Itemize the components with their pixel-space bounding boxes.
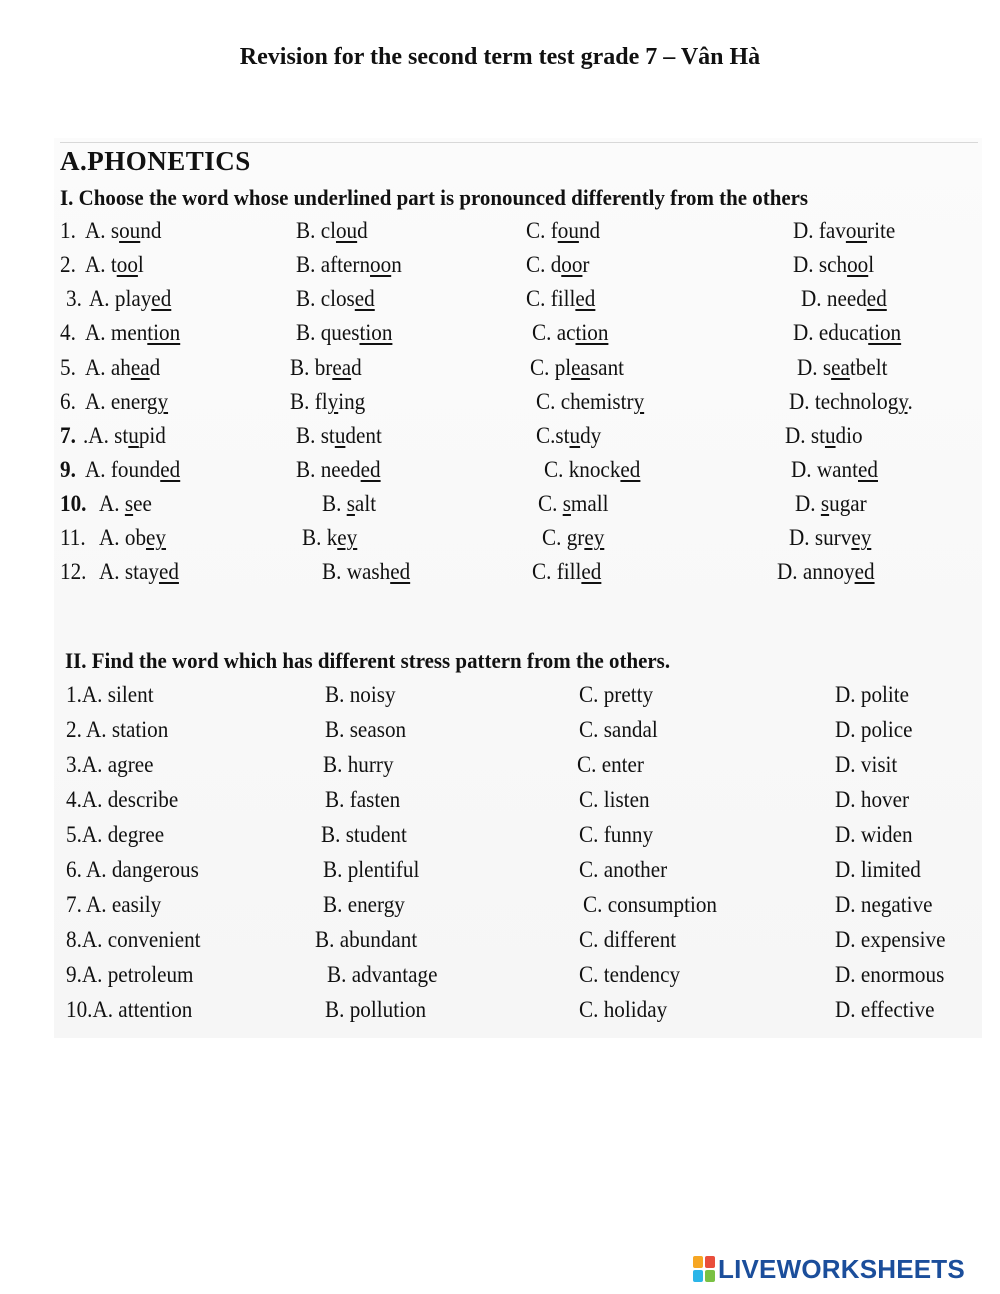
option-text: dio bbox=[835, 423, 863, 448]
option-b[interactable]: B. noisy bbox=[325, 682, 396, 707]
question-number: 11. bbox=[60, 525, 86, 550]
option-text: dy bbox=[580, 423, 602, 448]
option-text: A. stay bbox=[99, 559, 159, 584]
underlined-part: s bbox=[562, 491, 571, 516]
option-a[interactable] bbox=[83, 423, 166, 449]
question-number: 7. bbox=[60, 423, 76, 448]
option-a[interactable]: 2. A. station bbox=[66, 717, 169, 742]
question-number: 10. bbox=[60, 491, 87, 516]
option-b[interactable]: B. advantage bbox=[327, 962, 438, 987]
task2-row bbox=[0, 927, 1000, 961]
option-a[interactable] bbox=[85, 457, 180, 483]
underlined-part: ey bbox=[337, 525, 358, 550]
option-text: B. k bbox=[302, 525, 338, 550]
option-b[interactable] bbox=[296, 320, 392, 346]
option-a[interactable]: 3.A. agree bbox=[66, 752, 154, 777]
option-text: A. men bbox=[85, 320, 148, 345]
option-c[interactable] bbox=[542, 525, 604, 551]
option-b[interactable] bbox=[296, 218, 368, 244]
task2-row bbox=[0, 892, 1000, 926]
option-c[interactable] bbox=[526, 286, 595, 312]
task1-row bbox=[0, 389, 1000, 423]
option-c[interactable] bbox=[536, 389, 644, 415]
question-number: 1. bbox=[60, 218, 76, 243]
option-text: d bbox=[149, 355, 161, 380]
option-c[interactable]: C. different bbox=[579, 927, 677, 952]
option-b[interactable]: B. abundant bbox=[315, 927, 418, 952]
option-c[interactable]: C. enter bbox=[577, 752, 644, 777]
option-c[interactable] bbox=[532, 320, 608, 346]
option-text: ing bbox=[338, 389, 366, 414]
question-number: 5. bbox=[60, 355, 76, 380]
option-b[interactable]: B. plentiful bbox=[323, 857, 420, 882]
underlined-part: ed bbox=[390, 559, 411, 584]
option-c[interactable] bbox=[538, 491, 609, 517]
option-text: B. br bbox=[290, 355, 333, 380]
underlined-part: ey bbox=[146, 525, 167, 550]
underlined-part: ed bbox=[581, 559, 602, 584]
option-a[interactable] bbox=[99, 559, 179, 585]
underlined-part: tion bbox=[359, 320, 393, 345]
option-d[interactable]: D. widen bbox=[835, 822, 913, 847]
option-b[interactable] bbox=[322, 559, 410, 585]
underlined-part: tion bbox=[147, 320, 181, 345]
task2-row bbox=[0, 962, 1000, 996]
option-a[interactable] bbox=[85, 252, 144, 278]
underlined-part: u bbox=[334, 423, 346, 448]
option-c[interactable]: C. sandal bbox=[579, 717, 658, 742]
option-text: pid bbox=[138, 423, 166, 448]
underlined-part: y bbox=[327, 389, 339, 414]
underlined-part: oo bbox=[847, 252, 869, 277]
underlined-part: ed bbox=[620, 457, 641, 482]
task2-heading: II. Find the word which has different stress pattern from the others. bbox=[65, 648, 671, 673]
task2-row bbox=[0, 787, 1000, 821]
underlined-part: ea bbox=[332, 355, 352, 380]
option-text: B. cl bbox=[296, 218, 336, 243]
option-text: C. ac bbox=[532, 320, 576, 345]
task1-row bbox=[0, 252, 1000, 286]
task1-row bbox=[0, 525, 1000, 559]
task1-row bbox=[0, 320, 1000, 354]
option-text: A. energ bbox=[85, 389, 158, 414]
option-text: C. gr bbox=[542, 525, 585, 550]
underlined-part: ea bbox=[571, 355, 590, 380]
option-a[interactable] bbox=[99, 525, 166, 551]
option-text: n bbox=[391, 252, 402, 277]
option-b[interactable]: B. hurry bbox=[323, 752, 394, 777]
option-text: C. pl bbox=[530, 355, 572, 380]
option-text: d bbox=[351, 355, 362, 380]
task2-row bbox=[0, 822, 1000, 856]
option-a[interactable] bbox=[85, 218, 161, 244]
option-b[interactable] bbox=[322, 491, 376, 517]
option-text: sant bbox=[589, 355, 625, 380]
option-a[interactable]: 4.A. describe bbox=[66, 787, 179, 812]
option-text: C. d bbox=[526, 252, 562, 277]
option-text: rite bbox=[867, 218, 896, 243]
option-d[interactable]: D. enormous bbox=[835, 962, 945, 987]
option-c[interactable] bbox=[536, 423, 601, 449]
underlined-part: ey bbox=[584, 525, 605, 550]
task1-row bbox=[0, 559, 1000, 593]
task1-row bbox=[0, 457, 1000, 491]
option-a[interactable]: 6. A. dangerous bbox=[66, 857, 199, 882]
option-text: C.st bbox=[536, 423, 570, 448]
option-text: D. bbox=[795, 491, 821, 516]
task1-row bbox=[0, 286, 1000, 320]
option-text: A. bbox=[99, 491, 125, 516]
underlined-part: ed bbox=[854, 559, 875, 584]
task2-row bbox=[0, 752, 1000, 786]
option-text: D. s bbox=[797, 355, 832, 380]
underlined-part: ea bbox=[130, 355, 150, 380]
option-text: B. clos bbox=[296, 286, 355, 311]
option-c[interactable]: C. holiday bbox=[579, 997, 668, 1022]
option-d[interactable] bbox=[801, 286, 887, 312]
task1-row bbox=[0, 218, 1000, 252]
underlined-part: ed bbox=[158, 559, 179, 584]
option-c[interactable] bbox=[526, 252, 589, 278]
option-text: alt bbox=[354, 491, 377, 516]
underlined-part: oo bbox=[370, 252, 392, 277]
task2-row bbox=[0, 717, 1000, 751]
option-text: A. s bbox=[85, 218, 120, 243]
option-text: D. annoy bbox=[777, 559, 855, 584]
option-a[interactable]: 5.A. degree bbox=[66, 822, 165, 847]
question-number: 4. bbox=[60, 320, 76, 345]
option-a[interactable] bbox=[89, 286, 171, 312]
option-b[interactable] bbox=[296, 423, 382, 449]
underlined-part: ou bbox=[845, 218, 868, 243]
option-text: D. want bbox=[791, 457, 859, 482]
underlined-part: y bbox=[898, 389, 908, 414]
question-number: 6. bbox=[60, 389, 76, 414]
underlined-part: ou bbox=[557, 218, 579, 243]
option-d[interactable]: D. polite bbox=[835, 682, 910, 707]
option-text: l bbox=[868, 252, 875, 277]
option-c[interactable]: C. another bbox=[579, 857, 668, 882]
question-number: 2. bbox=[60, 252, 76, 277]
underlined-part: ed bbox=[575, 286, 596, 311]
option-text: ugar bbox=[829, 491, 867, 516]
task2-row bbox=[0, 997, 1000, 1031]
option-c[interactable]: C. funny bbox=[579, 822, 654, 847]
option-text: ee bbox=[133, 491, 152, 516]
underlined-part: oo bbox=[561, 252, 583, 277]
option-text: A. play bbox=[89, 286, 152, 311]
option-text: .A. st bbox=[83, 423, 129, 448]
option-c[interactable] bbox=[530, 355, 624, 381]
option-b[interactable]: B. pollution bbox=[325, 997, 427, 1022]
underlined-part: tion bbox=[868, 320, 902, 345]
option-text: d bbox=[357, 218, 368, 243]
option-c[interactable]: C. pretty bbox=[579, 682, 654, 707]
option-b[interactable] bbox=[302, 525, 357, 551]
question-number: 12. bbox=[60, 559, 87, 584]
underlined-part: ey bbox=[851, 525, 872, 550]
task2-row bbox=[0, 857, 1000, 891]
option-text: A. ob bbox=[99, 525, 147, 550]
option-a[interactable]: 9.A. petroleum bbox=[66, 962, 194, 987]
option-text: C. knock bbox=[544, 457, 621, 482]
underlined-part: ou bbox=[119, 218, 141, 243]
option-text: A. ah bbox=[85, 355, 131, 380]
option-d[interactable] bbox=[789, 525, 871, 551]
option-d[interactable] bbox=[791, 457, 878, 483]
underlined-part: ea bbox=[831, 355, 850, 380]
option-a[interactable] bbox=[85, 355, 160, 381]
option-d[interactable] bbox=[795, 491, 867, 517]
option-d[interactable]: D. limited bbox=[835, 857, 921, 882]
section-title: A.PHONETICS bbox=[60, 146, 251, 176]
option-b[interactable] bbox=[296, 457, 381, 483]
task1-row bbox=[0, 423, 1000, 457]
option-a[interactable]: 7. A. easily bbox=[66, 892, 162, 917]
option-c[interactable]: C. tendency bbox=[579, 962, 681, 987]
option-text: C. f bbox=[526, 218, 558, 243]
underlined-part: ed bbox=[354, 286, 375, 311]
task1-row bbox=[0, 491, 1000, 525]
option-text: C. chemistr bbox=[536, 389, 634, 414]
underlined-part: s bbox=[820, 491, 830, 516]
underlined-part: tion bbox=[575, 320, 609, 345]
option-a[interactable]: 10.A. attention bbox=[66, 997, 193, 1022]
underlined-part: ed bbox=[866, 286, 887, 311]
option-text: A. t bbox=[85, 252, 117, 277]
option-d[interactable] bbox=[789, 389, 913, 415]
liveworksheets-logo-icon bbox=[693, 1256, 715, 1282]
option-b[interactable]: B. energy bbox=[323, 892, 405, 917]
option-d[interactable] bbox=[797, 355, 888, 381]
page-title: Revision for the second term test grade 7 – Vân Hà bbox=[239, 44, 761, 70]
option-text: nd bbox=[140, 218, 162, 243]
option-d[interactable]: D. hover bbox=[835, 787, 910, 812]
option-text: D. sch bbox=[793, 252, 848, 277]
option-text: D. st bbox=[785, 423, 825, 448]
option-a[interactable] bbox=[85, 389, 168, 415]
option-text: r bbox=[582, 252, 590, 277]
logo-text: LIVEWORKSHEETS bbox=[718, 1253, 965, 1284]
option-text: B. ques bbox=[296, 320, 360, 345]
option-a[interactable]: 8.A. convenient bbox=[66, 927, 201, 952]
option-text: D. technolog bbox=[789, 389, 899, 414]
underlined-part: ed bbox=[360, 457, 381, 482]
option-text: B. aftern bbox=[296, 252, 371, 277]
option-d[interactable]: D. effective bbox=[835, 997, 935, 1022]
option-a[interactable] bbox=[85, 320, 180, 346]
option-b[interactable]: B. fasten bbox=[325, 787, 401, 812]
option-b[interactable] bbox=[290, 389, 365, 415]
option-text: D. educa bbox=[793, 320, 869, 345]
question-number: 3. bbox=[66, 286, 82, 311]
option-d[interactable]: D. police bbox=[835, 717, 913, 742]
underlined-part: y bbox=[157, 389, 169, 414]
option-text: dent bbox=[345, 423, 382, 448]
option-text: tbelt bbox=[849, 355, 888, 380]
option-d[interactable] bbox=[793, 252, 874, 278]
option-b[interactable] bbox=[296, 252, 402, 278]
underlined-part: oo bbox=[116, 252, 138, 277]
option-d[interactable] bbox=[793, 320, 901, 346]
option-c[interactable] bbox=[544, 457, 640, 483]
option-d[interactable] bbox=[777, 559, 875, 585]
option-text: D. need bbox=[801, 286, 867, 311]
option-b[interactable] bbox=[290, 355, 362, 381]
underlined-part: u bbox=[824, 423, 836, 448]
underlined-part: s bbox=[124, 491, 134, 516]
option-text: nd bbox=[578, 218, 601, 243]
option-text: . bbox=[907, 389, 913, 414]
option-d[interactable]: D. visit bbox=[835, 752, 898, 777]
liveworksheets-logo bbox=[693, 1253, 965, 1285]
underlined-part: u bbox=[128, 423, 139, 448]
divider bbox=[60, 142, 978, 143]
option-a[interactable] bbox=[99, 491, 152, 517]
option-a[interactable]: 1.A. silent bbox=[66, 682, 154, 707]
option-text: B. fl bbox=[290, 389, 328, 414]
option-text: A. found bbox=[85, 457, 161, 482]
option-text: l bbox=[137, 252, 144, 277]
option-b[interactable]: B. student bbox=[321, 822, 407, 847]
option-text: C. bbox=[538, 491, 563, 516]
option-text: D. surv bbox=[789, 525, 852, 550]
underlined-part: ed bbox=[151, 286, 172, 311]
underlined-part: u bbox=[569, 423, 581, 448]
option-d[interactable]: D. negative bbox=[835, 892, 933, 917]
option-text: B. wash bbox=[322, 559, 391, 584]
underlined-part: ou bbox=[335, 218, 358, 243]
option-b[interactable]: B. season bbox=[325, 717, 407, 742]
option-text: C. fill bbox=[526, 286, 576, 311]
underlined-part: y bbox=[633, 389, 645, 414]
option-c[interactable]: C. consumption bbox=[583, 892, 718, 917]
option-text: B. need bbox=[296, 457, 361, 482]
option-b[interactable] bbox=[296, 286, 375, 312]
option-c[interactable]: C. listen bbox=[579, 787, 650, 812]
task2-row bbox=[0, 682, 1000, 716]
option-d[interactable] bbox=[793, 218, 895, 244]
option-c[interactable] bbox=[532, 559, 601, 585]
option-text: D. fav bbox=[793, 218, 846, 243]
option-d[interactable] bbox=[785, 423, 863, 449]
option-d[interactable]: D. expensive bbox=[835, 927, 946, 952]
task1-heading: I. Choose the word whose underlined part is pronounced differently from the others bbox=[60, 185, 809, 210]
option-text: B. st bbox=[296, 423, 335, 448]
underlined-part: ed bbox=[858, 457, 878, 482]
task1-row bbox=[0, 355, 1000, 389]
option-text: B. bbox=[322, 491, 347, 516]
underlined-part: ed bbox=[160, 457, 181, 482]
option-text: C. fill bbox=[532, 559, 582, 584]
option-c[interactable] bbox=[526, 218, 600, 244]
question-number: 9. bbox=[60, 457, 76, 482]
option-text: mall bbox=[570, 491, 609, 516]
underlined-part: s bbox=[346, 491, 355, 516]
